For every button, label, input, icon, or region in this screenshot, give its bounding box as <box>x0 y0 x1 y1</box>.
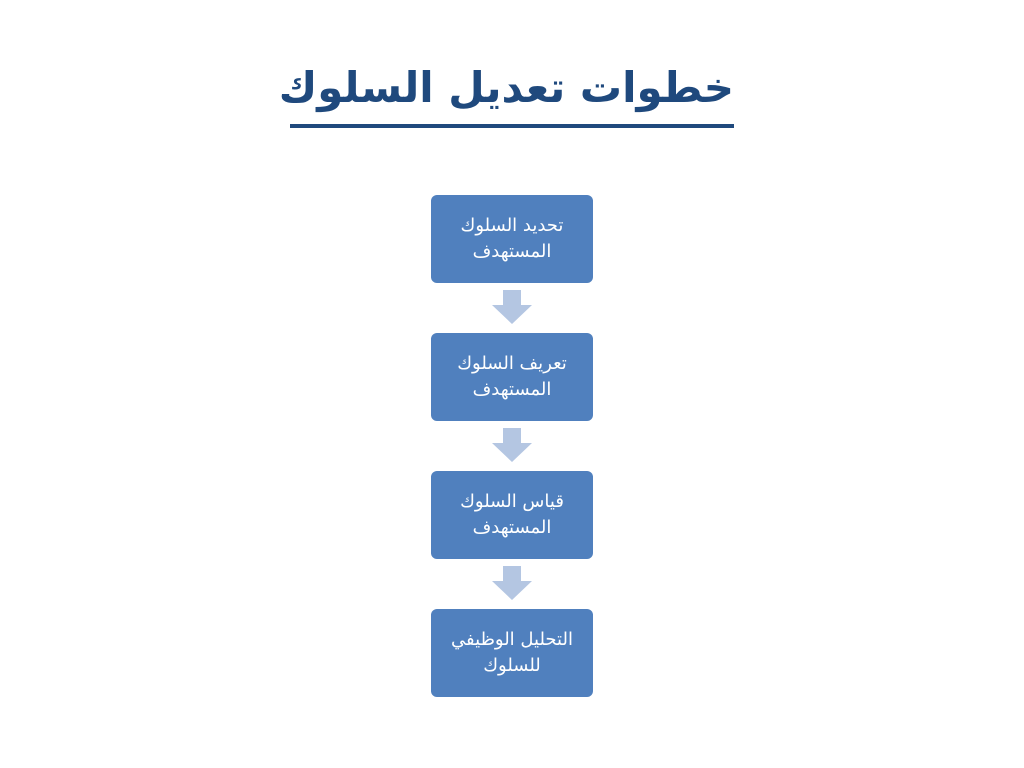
step-4-line-2: للسلوك <box>483 655 541 676</box>
step-1-line-2: المستهدف <box>472 241 552 262</box>
step-1-line-1: تحديد السلوك <box>460 215 564 236</box>
step-box-3 <box>431 471 593 559</box>
step-3-line-2: المستهدف <box>472 517 552 538</box>
down-arrow-icon <box>492 566 532 600</box>
step-2-line-1: تعريف السلوك <box>457 353 567 374</box>
step-2-line-2: المستهدف <box>472 379 552 400</box>
down-arrow-icon <box>492 290 532 324</box>
title-underline <box>290 124 734 128</box>
step-box-2 <box>431 333 593 421</box>
step-box-1 <box>431 195 593 283</box>
step-4-line-1: التحليل الوظيفي <box>451 629 573 650</box>
step-box-4 <box>431 609 593 697</box>
page-title: خطوات تعديل السلوك <box>278 63 734 112</box>
down-arrow-icon <box>492 428 532 462</box>
step-3-line-1: قياس السلوك <box>460 491 564 512</box>
